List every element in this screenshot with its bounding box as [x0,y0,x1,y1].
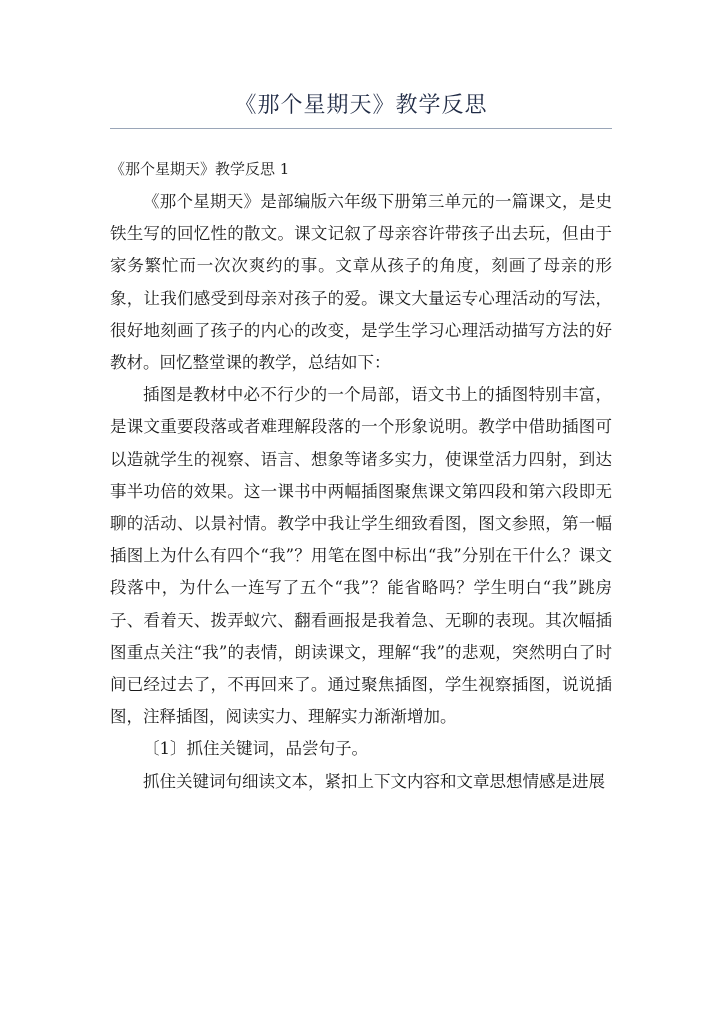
paragraph-illustrations: 插图是教材中必不行少的一个局部，语文书上的插图特别丰富，是课文重要段落或者难理解段落的一个形象说明。教学中借助插图可以造就学生的视察、语言、想象等诸多实力，使课堂活力四射，到达事半功倍的效果。这一课书中两幅插图聚焦课文第四段和第六段即无聊的活动、以景衬情。教学中我让学生细致看图，图文参照，第一幅插图上为什么有四个“我”？用笔在图中标出“我”分别在干什么？课文段落中，为什么一连写了五个“我”？能省略吗？学生明白“我”跳房子、看着天、拨弄蚁穴、翻看画报是我着急、无聊的表现。其次幅插图重点关注“我”的表情，朗读课文，理解“我”的悲观，突然明白了时间已经过去了，不再回来了。通过聚焦插图，学生视察插图，说说插图，注释插图，阅读实力、理解实力渐渐增加。 [110,385,612,727]
section-subtitle: 《那个星期天》教学反思 1 [110,160,290,178]
title-divider [110,128,612,129]
paragraph-intro: 《那个星期天》是部编版六年级下册第三单元的一篇课文，是史铁生写的回忆性的散文。课文记叙了母亲容许带孩子出去玩，但由于家务繁忙而一次次爽约的事。文章从孩子的角度，刻画了母亲的形象，让我们感受到母亲对孩子的爱。课文大量运专心理活动的写法，很好地刻画了孩子的内心的改变，是学生学习心理活动描写方法的好教材。回忆整堂课的教学，总结如下： [110,192,612,373]
paragraph-keywords: 抓住关键词句细读文本，紧扣上下文内容和文章思想情感是进展 [143,771,605,791]
page-title: 《那个星期天》教学反思 [234,93,488,118]
document-body [110,186,612,798]
paragraph-point-heading: 〔1〕抓住关键词，品尝句子。 [143,739,368,759]
